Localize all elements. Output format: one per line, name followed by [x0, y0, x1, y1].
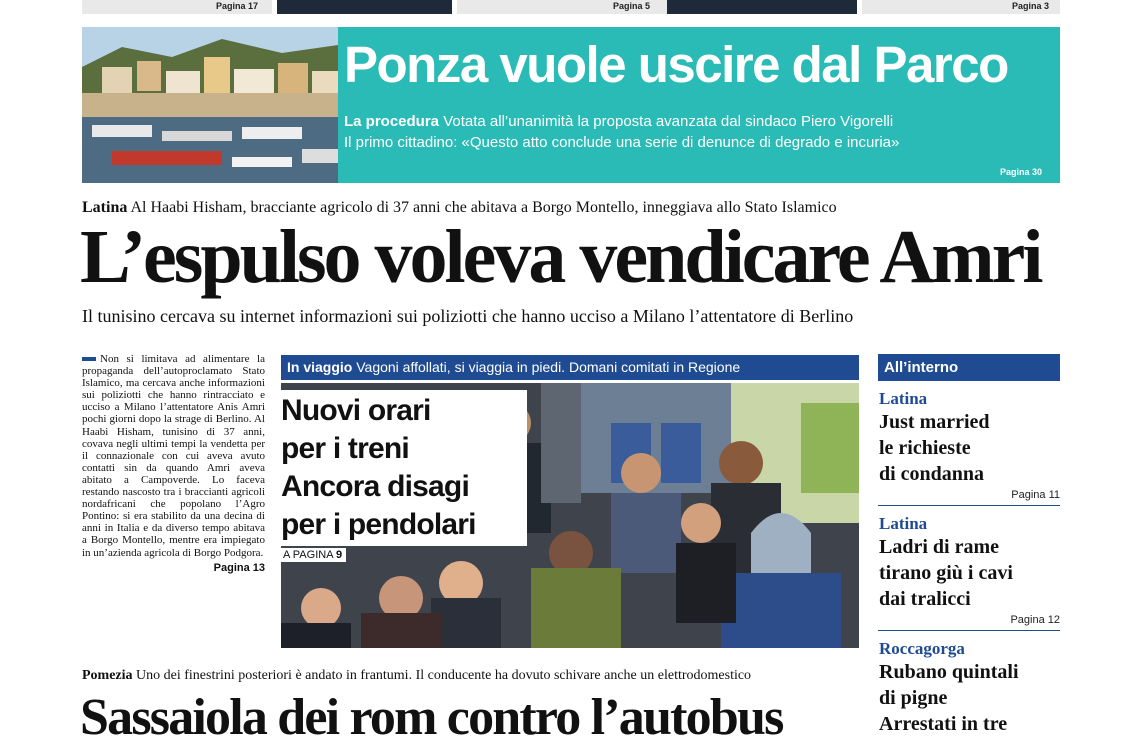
train-ref-page: 9 [336, 549, 343, 561]
inside-item-title-line: tirano giù i cavi [879, 562, 1013, 584]
top-strip-page-2: Pagina 5 [613, 1, 651, 11]
inside-item-title-line: Ladri di rame [879, 536, 999, 558]
train-headline[interactable] [281, 390, 527, 546]
ponza-page-ref: Pagina 30 [999, 167, 1042, 177]
train-kicker-bar [281, 355, 859, 380]
inside-item-title-line: dai tralicci [879, 588, 971, 610]
top-strip-page-3: Pagina 3 [1012, 1, 1050, 11]
inside-item-title-line: di condanna [879, 463, 985, 485]
ponza-deck [344, 111, 1049, 153]
train-kicker-text: Vagoni affollati, si viaggia in piedi. Domani comitati in Regione [356, 359, 741, 375]
lead-body-column [82, 353, 265, 574]
top-strip-photo-1 [277, 0, 452, 14]
train-ref-prefix: A PAGINA [283, 549, 333, 561]
inside-column [878, 354, 1060, 741]
train-headline-line-2: per i treni [281, 432, 409, 465]
inside-item-kicker: Latina [879, 514, 928, 533]
ponza-harbor-photo [82, 27, 338, 183]
inside-item-title-line: Just married [879, 411, 990, 433]
ponza-kicker: La procedura [344, 113, 440, 130]
bottom-kicker-text: Uno dei finestrini posteriori è andato in frantumi. Il conducente ha dovuto schivare anche un elettrodomestico [136, 668, 752, 683]
top-strip-photo-2 [667, 0, 857, 14]
inside-item-page: Pagina 11 [1011, 489, 1060, 501]
lead-headline[interactable]: L’espulso voleva vendicare Amri [80, 215, 1041, 299]
bullet-square [82, 357, 96, 361]
top-strip-page-1: Pagina 17 [216, 1, 259, 11]
top-strip [82, 0, 1060, 16]
train-kicker: In viaggio [287, 359, 353, 375]
inside-item-title-line: Rubano quintali [879, 661, 1019, 683]
lead-body-text: Non si limitava ad alimentare la propaganda dell’autoproclamato Stato Islamico, ma cercava anche informazioni sui poliziotti che hanno rintracciato e ucciso a Milano l’attentatore Anis Amri pochi giorni dopo la strage di Berlino. Al Haabi Hisham, tunisino di 37 anni, covava negli ultimi tempi la vendetta per il connazionale con cui aveva avuto contatti sin da quando Amri aveva abitato a Campoverde. Lo faceva restando nascosto tra i braccianti agricoli nordafricani che popolano l’Agro Pontino: si era stabilito da una decina di anni in Italia e da diverso tempo abitava a Borgo Montello, mentre era impiegato in un’azienda agricola di Borgo Podgora. [82, 353, 265, 559]
ponza-banner[interactable] [82, 27, 1060, 183]
inside-item-kicker: Roccagorga [879, 639, 965, 658]
bottom-kicker [82, 668, 751, 684]
inside-item[interactable] [878, 506, 1060, 631]
inside-item[interactable] [878, 381, 1060, 506]
train-headline-line-3: Ancora disagi [281, 470, 469, 503]
inside-item-kicker: Latina [879, 389, 928, 408]
ponza-deck-line2: Il primo cittadino: «Questo atto conclude una serie di denunce di degrado e incuria» [344, 134, 900, 151]
lead-kicker-place: Latina [82, 199, 128, 216]
inside-header: All’interno [878, 354, 1060, 381]
lead-page-ref: Pagina 13 [213, 561, 265, 574]
lead-deck: Il tunisino cercava su internet informazioni sui poliziotti che hanno ucciso a Milano l’attentatore di Berlino [82, 306, 854, 326]
ponza-deck-line1: Votata all’unanimità la proposta avanzata dal sindaco Piero Vigorelli [443, 113, 894, 130]
bottom-kicker-place: Pomezia [82, 668, 133, 683]
train-page-ref [281, 548, 346, 562]
inside-item[interactable] [878, 631, 1060, 741]
lead-kicker-text: Al Haabi Hisham, bracciante agricolo di 37 anni che abitava a Borgo Montello, inneggiava allo Stato Islamico [130, 199, 837, 216]
train-headline-line-4: per i pendolari [281, 508, 476, 541]
bottom-headline[interactable]: Sassaiola dei rom contro l’autobus [80, 689, 783, 746]
train-headline-line-1: Nuovi orari [281, 394, 431, 427]
inside-item-title-line: Arrestati in tre [879, 713, 1008, 735]
inside-item-title-line: le richieste [879, 437, 971, 459]
ponza-headline: Ponza vuole uscire dal Parco [344, 36, 1008, 93]
inside-item-title-line: di pigne [879, 687, 948, 709]
inside-item-page: Pagina 12 [1010, 614, 1060, 626]
